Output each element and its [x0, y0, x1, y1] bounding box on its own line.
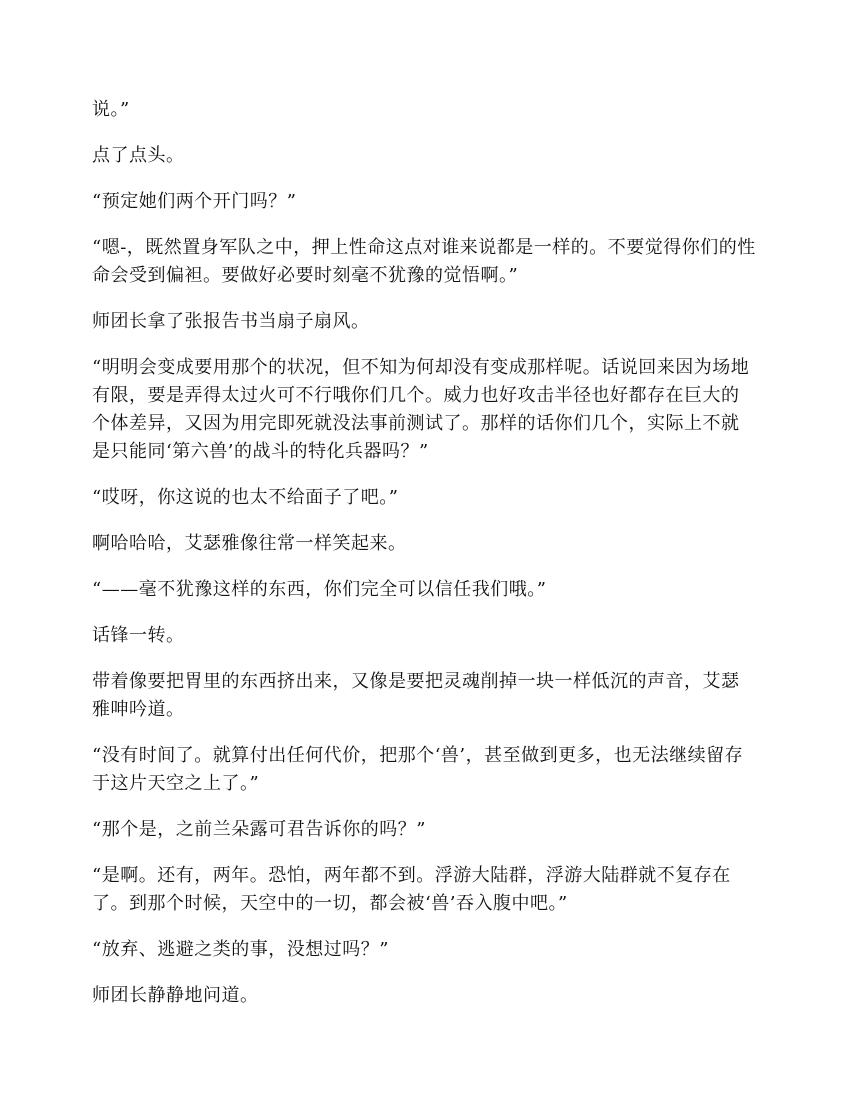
paragraph: “哎呀，你这说的也太不给面子了吧。” [92, 487, 399, 508]
paragraph: “明明会变成要用那个的状况，但不知为何却没有变成那样呢。话说回来因为场地有限，要是弄得太过火可不行哦你们几个。威力也好攻击半径也好都存在巨大的个体差异，又因为用完即死就没法事前测试了。那样的话你们几个，实际上不就是只能同‘第六兽’的战斗的特化兵器吗？” [92, 357, 750, 462]
paragraph: “那个是，之前兰朵露可君告诉你的吗？” [92, 819, 426, 840]
paragraph: “预定她们两个开门吗？” [92, 191, 297, 212]
paragraph: “是啊。还有，两年。恐怕，两年都不到。浮游大陆群，浮游大陆群就不复存在了。到那个时候，天空中的一切，都会被‘兽’吞入腹中吧。” [92, 865, 731, 914]
paragraph: “没有时间了。就算付出任何代价，把那个‘兽’，甚至做到更多，也无法继续留存于这片天空之上了。” [92, 745, 744, 794]
paragraph: 师团长拿了张报告书当扇子扇风。 [92, 311, 370, 332]
paragraph: 话锋一转。 [92, 625, 185, 646]
body-text [92, 96, 756, 1028]
paragraph: “嗯-，既然置身军队之中，押上性命这点对谁来说都是一样的。不要觉得你们的性命会受到偏袒。要做好必要时刻毫不犹豫的觉悟啊。” [92, 237, 756, 286]
paragraph: 师团长静静地问道。 [92, 985, 259, 1006]
paragraph: “放弃、逃避之类的事，没想过吗？” [92, 939, 389, 960]
paragraph: 点了点头。 [92, 145, 185, 166]
paragraph: “——毫不犹豫这样的东西，你们完全可以信任我们哦。” [92, 579, 547, 600]
paragraph: 啊哈哈哈，艾瑟雅像往常一样笑起来。 [92, 533, 407, 554]
paragraph: 带着像要把胃里的东西挤出来，又像是要把灵魂削掉一块一样低沉的声音，艾瑟雅呻吟道。 [92, 671, 740, 720]
paragraph: 说。” [92, 99, 130, 120]
